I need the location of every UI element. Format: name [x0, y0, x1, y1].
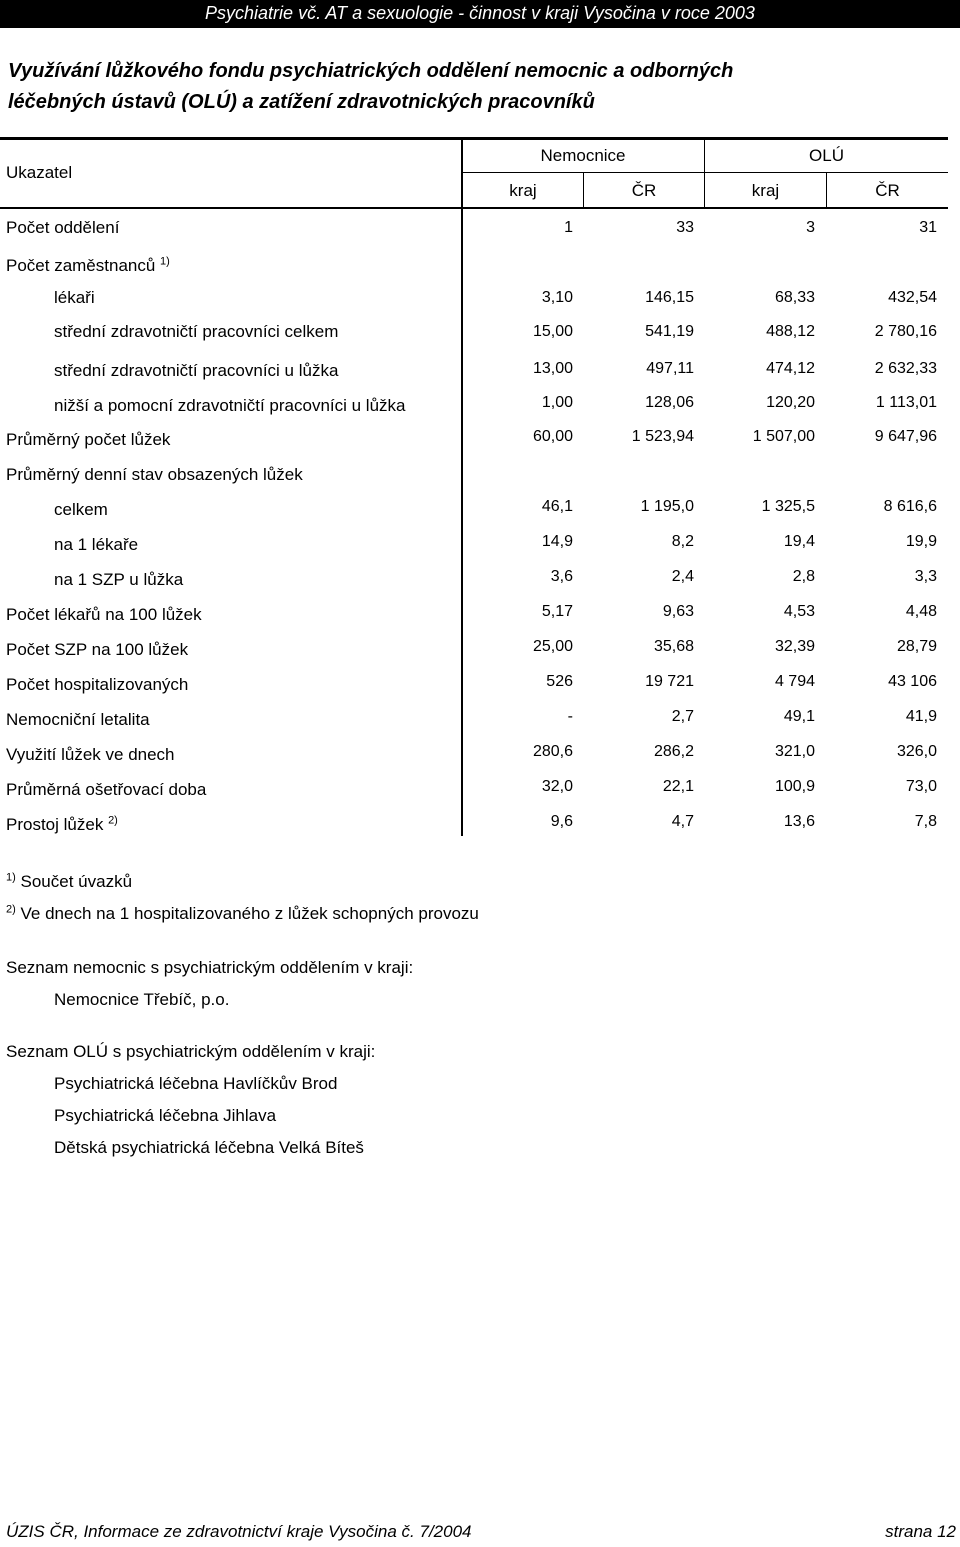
row-label: Průměrná ošetřovací doba: [6, 780, 207, 799]
row-label: Využití lůžek ve dnech: [6, 745, 175, 764]
cell-olu-cr: 432,54: [888, 289, 937, 306]
footer-page-number: strana 12: [885, 1522, 956, 1541]
row-label: lékaři: [54, 288, 95, 307]
cell-nemocnice-kraj: -: [567, 708, 573, 725]
cell-nemocnice-cr: 2,4: [671, 568, 694, 585]
cell-olu-kraj: 120,20: [766, 394, 815, 411]
cell-nemocnice-kraj: 9,6: [550, 813, 573, 830]
table-header-olu: OLÚ: [809, 146, 844, 165]
table-left-divider: [461, 139, 463, 836]
row-label: na 1 lékaře: [54, 535, 139, 554]
hospital-list-item: Nemocnice Třebíč, p.o.: [54, 990, 230, 1009]
footer-source: ÚZIS ČR, Informace ze zdravotnictví kraje Vysočina č. 7/2004: [6, 1522, 472, 1541]
cell-olu-kraj: 32,39: [774, 638, 815, 655]
cell-olu-kraj: 321,0: [774, 743, 815, 760]
table-subheader-kraj-1: kraj: [509, 181, 537, 200]
table-header-hospitals: Nemocnice: [540, 146, 626, 165]
cell-nemocnice-kraj: 14,9: [541, 533, 573, 550]
cell-nemocnice-cr: 497,11: [646, 360, 694, 377]
cell-nemocnice-cr: 9,63: [662, 603, 694, 620]
cell-nemocnice-cr: 22,1: [662, 778, 694, 795]
page-title-line-2: léčebných ústavů (OLÚ) a zatížení zdravotnických pracovníků: [8, 91, 595, 113]
cell-nemocnice-kraj: 3,10: [541, 289, 573, 306]
cell-olu-kraj: 68,33: [774, 289, 815, 306]
row-label: Počet lékařů na 100 lůžek: [6, 605, 202, 624]
table-subheader-cr-1: ČR: [631, 181, 657, 200]
row-label: Počet hospitalizovaných: [6, 675, 189, 694]
cell-olu-kraj: 1 507,00: [752, 428, 815, 445]
cell-nemocnice-cr: 8,2: [671, 533, 694, 550]
cell-olu-cr: 43 106: [888, 673, 937, 690]
footnote-marker: 2): [108, 814, 118, 827]
cell-olu-kraj: 474,12: [766, 360, 815, 377]
cell-nemocnice-kraj: 526: [546, 673, 573, 690]
cell-olu-cr: 2 632,33: [874, 360, 937, 377]
hospital-list-heading: Seznam nemocnic s psychiatrickým oddělením v kraji:: [6, 958, 414, 977]
cell-olu-cr: 9 647,96: [874, 428, 937, 445]
row-label: Nemocniční letalita: [6, 710, 150, 729]
cell-nemocnice-kraj: 46,1: [541, 498, 573, 515]
olu-list-item: Dětská psychiatrická léčebna Velká Bíteš: [54, 1138, 364, 1157]
page-title: [8, 56, 938, 118]
row-label: na 1 SZP u lůžka: [54, 570, 184, 589]
cell-nemocnice-cr: 35,68: [653, 638, 694, 655]
cell-olu-cr: 7,8: [914, 813, 937, 830]
row-label: Počet SZP na 100 lůžek: [6, 640, 189, 659]
row-label: střední zdravotničtí pracovníci u lůžka: [54, 361, 339, 380]
row-label: Prostoj lůžek $^{2)}$: [6, 814, 118, 834]
row-label: Průměrný denní stav obsazených lůžek: [6, 465, 303, 484]
cell-nemocnice-cr: 128,06: [645, 394, 694, 411]
row-label: nižší a pomocní zdravotničtí pracovníci u lůžka: [54, 396, 406, 415]
cell-nemocnice-kraj: 3,6: [550, 568, 573, 585]
olu-list-item: Psychiatrická léčebna Havlíčkův Brod: [54, 1074, 338, 1093]
cell-olu-cr: 4,48: [905, 603, 937, 620]
cell-nemocnice-kraj: 25,00: [532, 638, 573, 655]
row-label: Průměrný počet lůžek: [6, 430, 171, 449]
row-label: střední zdravotničtí pracovníci celkem: [54, 322, 339, 341]
cell-olu-kraj: 4 794: [774, 673, 815, 690]
cell-nemocnice-kraj: 15,00: [532, 323, 573, 340]
table-header-indicator: Ukazatel: [6, 163, 73, 182]
row-label: celkem: [54, 500, 108, 519]
footnote-1: $^{1)}$ Součet úvazků: [6, 871, 133, 891]
cell-nemocnice-kraj: 32,0: [541, 778, 573, 795]
cell-nemocnice-kraj: 13,00: [532, 360, 573, 377]
cell-olu-cr: 41,9: [905, 708, 937, 725]
cell-nemocnice-kraj: 280,6: [532, 743, 573, 760]
footnote-marker: 1): [160, 255, 170, 268]
cell-nemocnice-cr: 541,19: [645, 323, 694, 340]
cell-nemocnice-kraj: 60,00: [532, 428, 573, 445]
cell-olu-cr: 31: [919, 219, 937, 236]
cell-olu-kraj: 3: [806, 219, 815, 236]
cell-nemocnice-cr: 146,15: [645, 289, 694, 306]
cell-olu-kraj: 100,9: [774, 778, 815, 795]
cell-nemocnice-cr: 1 195,0: [640, 498, 694, 515]
olu-list-item: Psychiatrická léčebna Jihlava: [54, 1106, 277, 1125]
row-label: Počet zaměstnanců $^{1)}$: [6, 255, 170, 275]
cell-olu-cr: 73,0: [905, 778, 937, 795]
cell-olu-kraj: 4,53: [783, 603, 815, 620]
cell-nemocnice-kraj: 1,00: [541, 394, 573, 411]
cell-olu-cr: 2 780,16: [874, 323, 937, 340]
table-subheader-rule: [462, 172, 948, 173]
cell-olu-kraj: 2,8: [792, 568, 815, 585]
cell-olu-kraj: 13,6: [783, 813, 815, 830]
table-subheader-cr-2: ČR: [875, 181, 900, 200]
cell-nemocnice-cr: 4,7: [671, 813, 694, 830]
cell-nemocnice-cr: 286,2: [653, 743, 694, 760]
cell-nemocnice-kraj: 5,17: [541, 603, 573, 620]
cell-olu-cr: 19,9: [905, 533, 937, 550]
cell-olu-kraj: 49,1: [783, 708, 815, 725]
cell-olu-kraj: 488,12: [766, 323, 815, 340]
cell-nemocnice-kraj: 1: [564, 219, 573, 236]
table-header-bottom-rule: [0, 207, 948, 209]
cell-nemocnice-cr: 19 721: [645, 673, 694, 690]
table-subheader-kraj-2: kraj: [751, 181, 780, 200]
cell-nemocnice-cr: 1 523,94: [631, 428, 694, 445]
page-header-text: Psychiatrie vč. AT a sexuologie - činnost v kraji Vysočina v roce 2003: [205, 3, 755, 23]
cell-olu-kraj: 19,4: [783, 533, 815, 550]
row-label: Počet oddělení: [6, 218, 120, 237]
page-title-line-1: Využívání lůžkového fondu psychiatrických oddělení nemocnic a odborných: [8, 60, 734, 82]
footnote-2: $^{2)}$ Ve dnech na 1 hospitalizovaného z lůžek schopných provozu: [6, 903, 479, 923]
cell-olu-cr: 8 616,6: [883, 498, 937, 515]
cell-olu-cr: 326,0: [896, 743, 937, 760]
cell-olu-cr: 3,3: [914, 568, 937, 585]
table-top-rule: [0, 137, 948, 140]
cell-nemocnice-cr: 33: [676, 219, 694, 236]
cell-olu-kraj: 1 325,5: [761, 498, 815, 515]
cell-olu-cr: 1 113,01: [875, 394, 937, 411]
olu-list-heading: Seznam OLÚ s psychiatrickým oddělením v kraji:: [6, 1042, 376, 1061]
cell-olu-cr: 28,79: [896, 638, 937, 655]
cell-nemocnice-cr: 2,7: [671, 708, 694, 725]
